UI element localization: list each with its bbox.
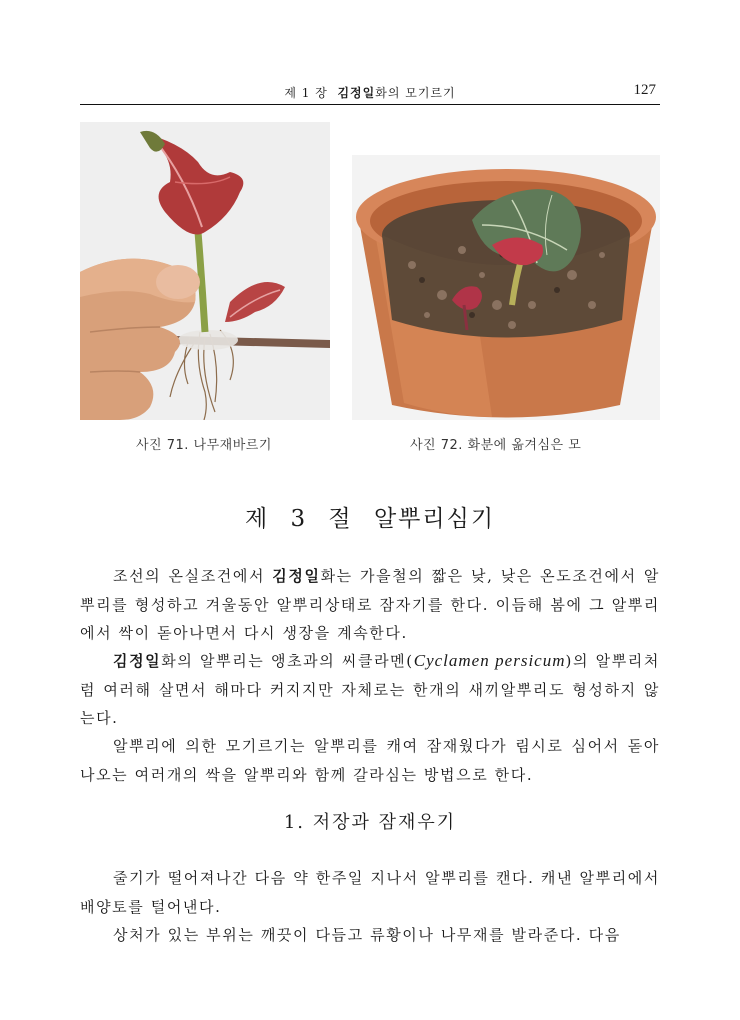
running-header — [80, 84, 660, 105]
subsection-title: 1. 저장과 잠재우기 — [283, 812, 457, 833]
header-chapter-suffix: 화의 모기르기 — [375, 86, 456, 100]
paragraph-4: 줄기가 떨어져나간 다음 약 한주일 지나서 알뿌리를 캔다. 캐낸 알뿌리에서 배양토를 털어낸다. — [80, 869, 660, 916]
paragraph-1: 조선의 온실조건에서 김정일화는 가을철의 짧은 낮, 낮은 온도조건에서 알뿌리를 형성하고 겨울동안 알뿌리상태로 잠자기를 한다. 이듬해 봄에 그 알뿌리에서 싹이 돋아나면서 다시 생장을 계속한다. — [80, 567, 660, 642]
page-number: 127 — [633, 82, 656, 98]
paragraph-2: 김정일화의 알뿌리는 앵초과의 씨클라멘(Cyclamen persicum)의 알뿌리처럼 여러해 살면서 해마다 커지지만 자체로는 한개의 새끼알뿌리도 형성하지 않는다. — [80, 651, 660, 727]
header-plant-name: 김정일 — [337, 86, 376, 100]
figure-caption-71: 사진 71. 나무재바르기 — [136, 438, 272, 453]
photo-71-cutting-in-hand — [80, 122, 330, 420]
figure-caption-72: 사진 72. 화분에 옮겨심은 모 — [410, 438, 582, 453]
paragraph-3: 알뿌리에 의한 모기르기는 알뿌리를 캐여 잠재웠다가 림시로 심어서 돋아나오는 여러개의 싹을 알뿌리와 함께 갈라심는 방법으로 한다. — [80, 737, 660, 784]
photo-72-potted-seedling — [352, 155, 660, 420]
header-chapter-title — [80, 84, 660, 101]
section-title: 제 3 절 알뿌리심기 — [244, 506, 496, 532]
header-chapter-number: 제 1 장 — [284, 86, 328, 100]
paragraph-5: 상처가 있는 부위는 깨끗이 다듬고 류황이나 나무재를 발라준다. 다음 — [113, 926, 621, 944]
